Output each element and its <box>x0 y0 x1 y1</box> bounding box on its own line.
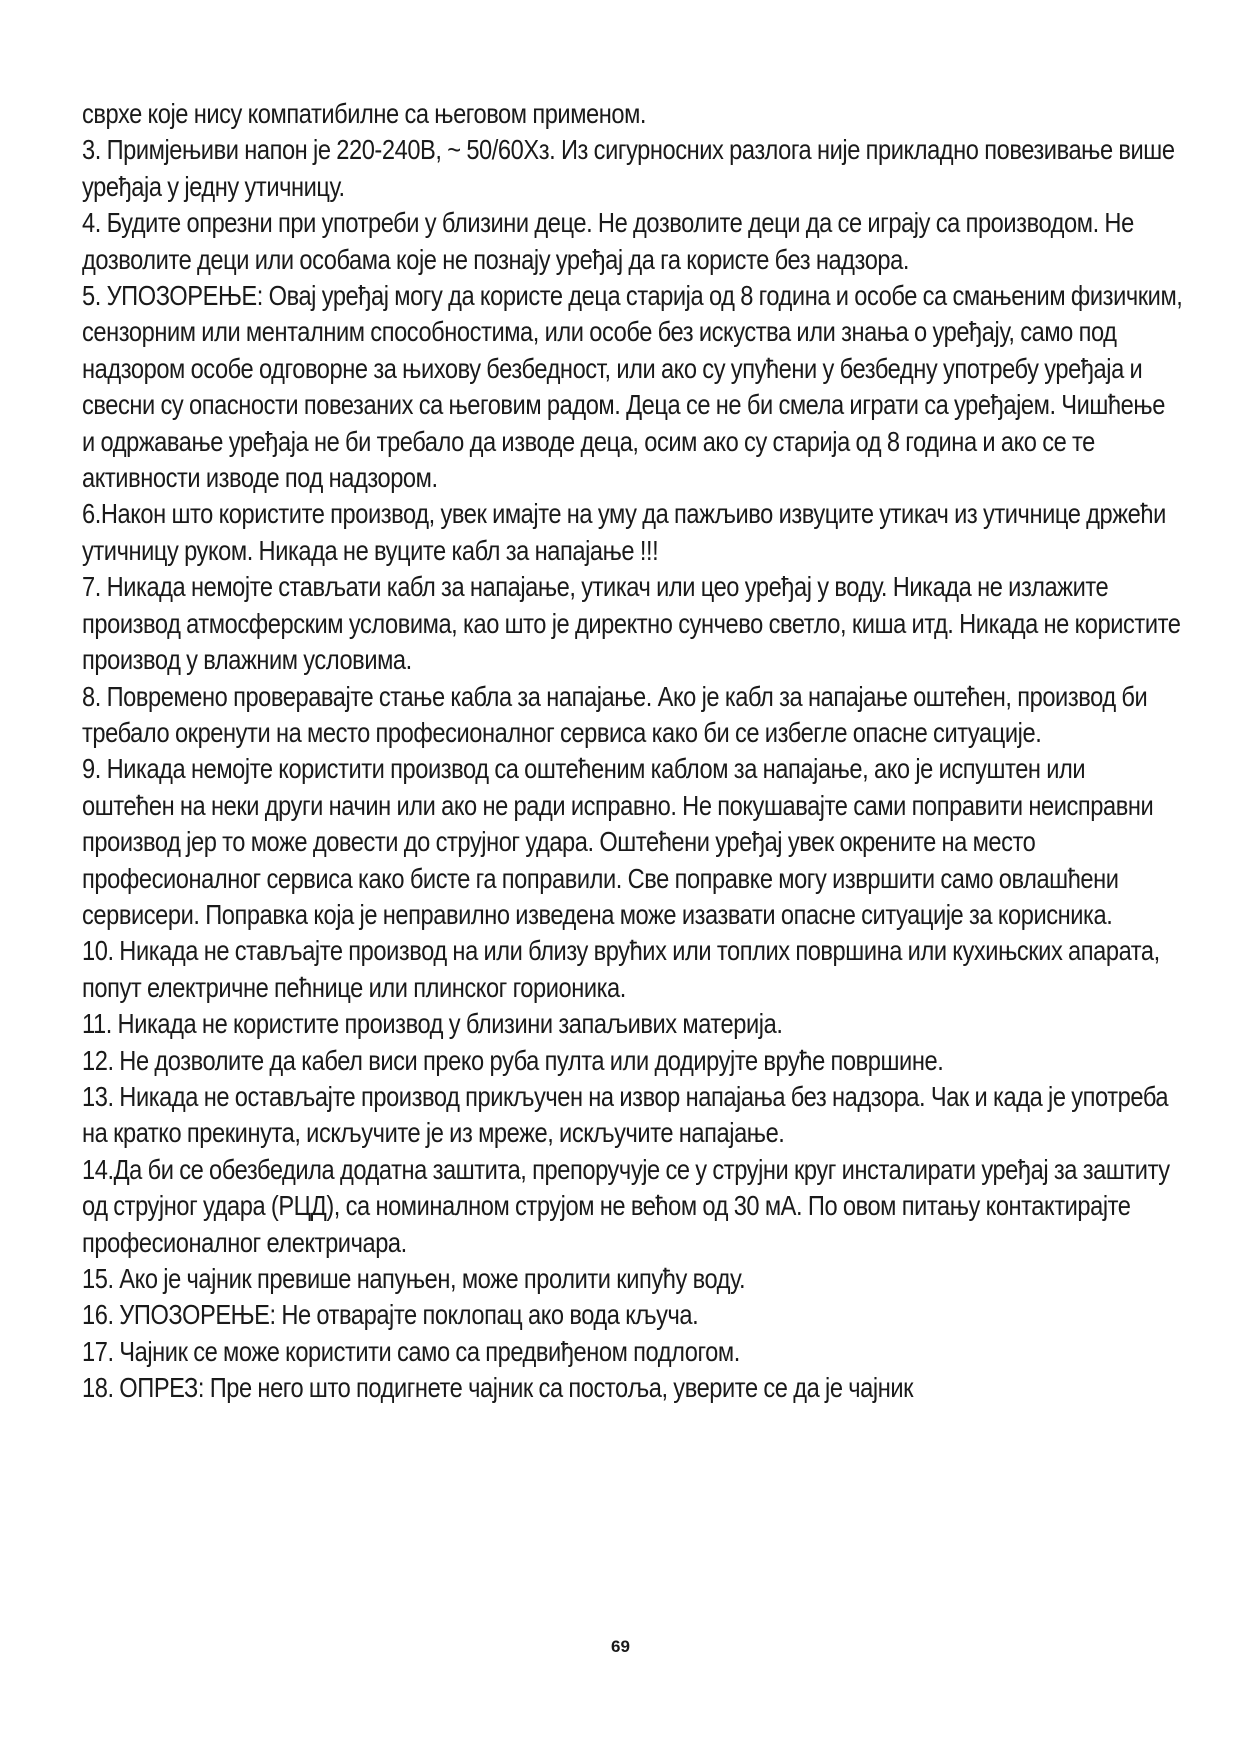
paragraph-item-5: 5. УПОЗОРЕЊЕ: Овај уређај могу да користе деца старија од 8 година и особе са смањеним физичким, сензорним или менталним способностима, или особе без искуства или знања о уређају, само под надзором особе одговорне за њихову безбедност, или ако су упућени у безбедну употребу уређаја и свесни су опасности повезаних са његовим радом. Деца се не би смела играти са уређајем. Чишћење и одржавање уређаја не би требало да изводе деца, осим ако су старија од 8 година и ако се те активности изводе под надзором. <box>82 280 1183 494</box>
paragraph-item-17: 17. Чајник се може користити само са предвиђеном подлогом. <box>82 1335 740 1367</box>
paragraph-item-11: 11. Никада не користите производ у близини запаљивих материја. <box>82 1008 783 1040</box>
document-body <box>82 96 1182 1407</box>
paragraph-item-13: 13. Никада не остављајте производ прикључен на извор напајања без надзора. Чак и када је употреба на кратко прекинута, искључите је из мреже, искључите напајање. <box>82 1080 1169 1149</box>
paragraph-item-15: 15. Ако је чајник превише напуњен, може пролити кипућу воду. <box>82 1263 746 1294</box>
paragraph-item-8: 8. Повремено проверавајте стање кабла за напајање. Ако је кабл за напајање оштећен, производ би требало окренути на место професионалног сервиса како би се избегле опасне ситуације. <box>82 680 1148 748</box>
paragraph-item-14: 14.Да би се обезбедила додатна заштита, препоручује се у струјни круг инсталирати уређај за заштиту од струјног удара (РЦД), са номиналном струјом не већом од 30 мА. По овом питању контактирајте професионалног електричара. <box>82 1153 1170 1258</box>
paragraph-item-12: 12. Не дозволите да кабел виси преко руба пулта или додирујте вруће површине. <box>82 1044 944 1076</box>
paragraph-item-10: 10. Никада не стављајте производ на или близу врућих или топлих површина или кухињских апарата, попут електричне пећнице или плинског горионика. <box>82 935 1160 1003</box>
paragraph-item-7: 7. Никада немојте стављати кабл за напајање, утикач или цео уређај у воду. Никада не излажите производ атмосферским условима, као што је директно сунчево светло, киша итд. Никада не користите производ у влажним условима. <box>82 571 1181 676</box>
paragraph-item-9: 9. Никада немојте користити производ са оштећеним каблом за напајање, ако је испуштен или оштећен на неки други начин или ако не ради исправно. Не покушавајте сами поправити неисправни производ јер то може довести до струјног удара. Оштећени уређај увек окрените на место професионалног сервиса како бисте га поправили. Све поправке могу извршити само овлашћени сервисери. Поправка која је неправилно изведена може изазвати опасне ситуације за корисника. <box>82 753 1154 930</box>
paragraph-item-16: 16. УПОЗОРЕЊЕ: Не отварајте поклопац ако вода кључа. <box>82 1299 699 1331</box>
paragraph-item-18: 18. ОПРЕЗ: Пре него што подигнете чајник са постоља, уверите се да је чајник <box>82 1372 914 1404</box>
paragraph-item-4: 4. Будите опрезни при употреби у близини деце. Не дозволите деци да се играју са производом. Не дозволите деци или особама које не познају уређај да га користе без надзора. <box>82 207 1134 275</box>
paragraph-item-6: 6.Након што користите производ, увек имајте на уму да пажљиво извуците утикач из утичнице држећи утичницу руком. Никада не вуците кабл за напајање !!! <box>82 498 1166 566</box>
paragraph-item-3: 3. Примјењиви напон је 220-240В, ~ 50/60Хз. Из сигурносних разлога није прикладно повезивање више уређаја у једну утичницу. <box>82 134 1175 202</box>
page-number: 69 <box>611 1637 630 1656</box>
paragraph-continuation: сврхе које нису компатибилне са његовом применом. <box>82 98 647 129</box>
